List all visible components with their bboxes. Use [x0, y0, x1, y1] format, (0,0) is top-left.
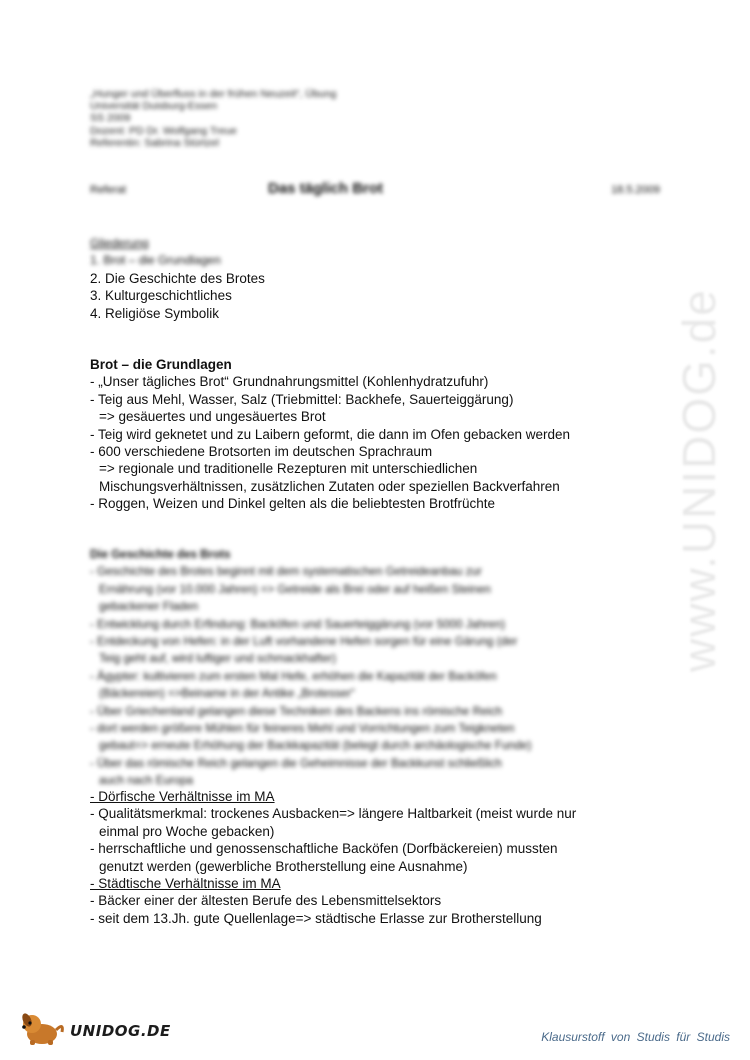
section-line: - Roggen, Weizen und Dinkel gelten als die beliebtesten Brotfrüchte [90, 496, 495, 512]
toc-heading: Gliederung [90, 236, 149, 250]
document-meta-header [90, 88, 336, 149]
section-line: - Teig wird geknetet und zu Laibern geformt, die dann im Ofen gebacken werden [90, 426, 571, 442]
section-line: - Bäcker einer der ältesten Berufe des Lebensmittelsektors [90, 893, 442, 909]
logo-wordmark: UNIDOG.DE [70, 1022, 171, 1040]
section-line: => gesäuertes und ungesäuertes Brot [99, 409, 326, 425]
meta-line-university: Universität Duisburg-Essen [90, 100, 218, 113]
section-line: - Über das römische Reich gelangen die Geheimnisse der Backkunst schließlich [90, 756, 502, 770]
toc-item-2: 2. Die Geschichte des Brotes [90, 270, 265, 286]
watermark-text: www.UNIDOG.de [673, 288, 725, 672]
section-line: - Qualitätsmerkmal: trockenes Ausbacken=> längere Haltbarkeit (meist wurde nur [90, 806, 577, 822]
section-heading-history: Die Geschichte des Brots [90, 548, 231, 561]
section-line: Teig geht auf, wird luftiger und schmackhafter) [99, 652, 337, 666]
meta-line-author: Referentin: Sabrina Stürtzel [90, 136, 219, 149]
section-basics [90, 356, 570, 513]
doc-type-label: Referat [90, 184, 127, 196]
meta-line-course: „Hunger und Überfluss in der frühen Neuzeit“, Übung [90, 88, 337, 100]
section-heading-basics: Brot – die Grundlagen [90, 357, 232, 372]
section-line: => regionale und traditionelle Rezepturen mit unterschiedlichen [99, 461, 478, 477]
meta-line-lecturer: Dozent: PD Dr. Wolfgang Treue [90, 124, 237, 137]
subheading-city: - Städtische Verhältnisse im MA [90, 876, 281, 892]
section-line: - „Unser tägliches Brot“ Grundnahrungsmittel (Kohlenhydratzufuhr) [90, 374, 489, 390]
section-line: - Geschichte des Brotes beginnt mit dem systematischen Getreideanbau zur [90, 565, 482, 579]
section-line: Mischungsverhältnissen, zusätzlichen Zutaten oder speziellen Backverfahren [99, 478, 560, 494]
section-line: Ernährung (vor 10.000 Jahren) => Getreide als Brei oder auf heißen Steinen [99, 582, 491, 596]
document-title: Das täglich Brot [268, 180, 384, 197]
section-line: genutzt werden (gewerbliche Brotherstellung eine Ausnahme) [99, 858, 468, 874]
section-line: - 600 verschiedene Brotsorten im deutschen Sprachraum [90, 444, 433, 460]
section-line: - Über Griechenland gelangen diese Techniken des Backens ins römische Reich [90, 704, 503, 718]
section-history [90, 546, 531, 790]
toc-item-1: 1. Brot – die Grundlagen [90, 253, 221, 268]
toc-item-3: 3. Kulturgeschichtliches [90, 288, 232, 304]
table-of-contents [90, 235, 265, 322]
section-line: einmal pro Woche gebacken) [99, 823, 275, 839]
section-line: - Teig aus Mehl, Wasser, Salz (Triebmittel: Backhefe, Sauerteiggärung) [90, 391, 514, 407]
title-row [90, 180, 660, 200]
section-line: - Entwicklung durch Erfindung: Backöfen und Sauerteiggärung (vor 5000 Jahren) [90, 617, 506, 631]
section-line: - herrschaftliche und genossenschaftliche Backöfen (Dorfbäckereien) mussten [90, 841, 558, 857]
subheading-village: - Dörfische Verhältnisse im MA [90, 789, 275, 804]
section-line: (Bäckereien) =>Beiname in der Antike „Brotesser“ [99, 687, 355, 701]
section-line: - Entdeckung von Hefen: in der Luft vorhandene Hefen sorgen für eine Gärung (der [90, 635, 518, 649]
meta-line-semester: SS 2009 [90, 112, 131, 125]
section-line: - seit dem 13.Jh. gute Quellenlage=> städtische Erlasse zur Brotherstellung [90, 910, 542, 926]
unidog-logo[interactable] [18, 1010, 171, 1046]
footer-tagline: Klausurstoff von Studis für Studis [541, 1030, 730, 1044]
dog-mascot-icon [18, 1010, 66, 1046]
section-line: - Ägypter: kultivieren zum ersten Mal Hefe, erhöhen die Kapazität der Backöfen [90, 669, 497, 683]
section-middle-ages [90, 788, 576, 927]
section-line: - dort werden größere Mühlen für feineres Mehl und Vorrichtungen zum Teigkneten [90, 722, 515, 736]
section-line: gebackener Fladen [99, 600, 199, 614]
document-date: 18.5.2009 [611, 184, 660, 196]
toc-item-4: 4. Religiöse Symbolik [90, 305, 220, 321]
section-line: auch nach Europa [99, 774, 194, 788]
section-line: gebaut=> erneute Erhöhung der Backkapazität (belegt durch archäologische Funde) [99, 739, 532, 753]
